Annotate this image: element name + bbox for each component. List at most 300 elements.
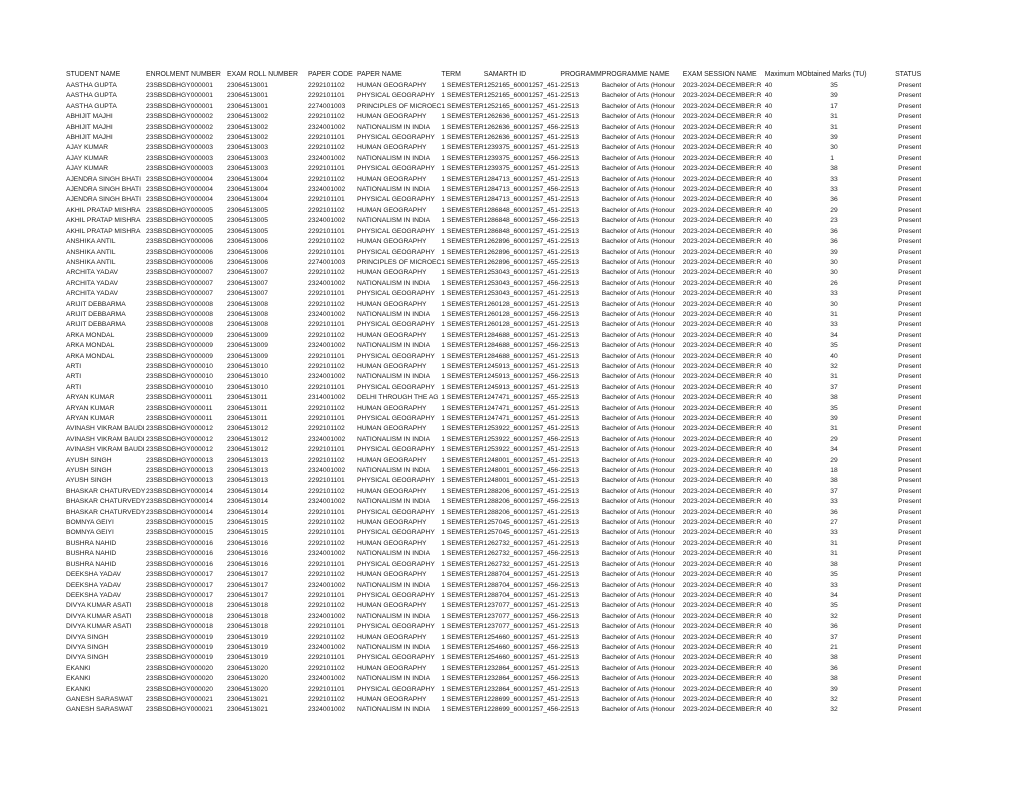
cell-enrolment-number: 23SBSDBHGY000001 bbox=[146, 82, 213, 89]
cell-status: Present bbox=[898, 144, 922, 152]
cell-exam-roll-number: 23064513010 bbox=[227, 373, 268, 381]
cell-exam-roll-number: 23064513010 bbox=[227, 362, 268, 370]
cell-student-name: AKHIL PRATAP MISHRA bbox=[66, 217, 141, 225]
cell-paper-code: 2324001002 bbox=[308, 498, 346, 506]
cell-status: Present bbox=[898, 102, 922, 110]
cell-obtained-marks: 30 bbox=[830, 269, 838, 277]
cell-programme-name: Bachelor of Arts (Honour bbox=[601, 508, 675, 516]
cell-paper-name: PHYSICAL GEOGRAPHY bbox=[357, 165, 435, 173]
cell-programme-code: 22513 bbox=[560, 373, 579, 381]
cell-paper-name: NATIONALISM IN INDIA bbox=[357, 467, 431, 475]
cell-enrolment-number: 23SBSDBHGY000019 bbox=[146, 643, 213, 651]
table-row bbox=[66, 664, 921, 674]
cell-programme-name: Bachelor of Arts (Honour bbox=[601, 186, 675, 194]
cell-enrolment-number: 23SBSDBHGY000009 bbox=[146, 352, 213, 360]
cell-programme-code: 22513 bbox=[560, 446, 579, 454]
cell-student-name: EKANKI bbox=[66, 664, 91, 672]
column-header-student-name: STUDENT NAME bbox=[66, 71, 121, 79]
cell-samarth-id: 1254660_60001257_451- bbox=[483, 633, 561, 641]
cell-samarth-id: 1262636_60001257_456- bbox=[483, 123, 561, 131]
cell-enrolment-number: 23SBSDBHGY000004 bbox=[146, 186, 213, 194]
cell-student-name: BHASKAR CHATURVEDY bbox=[66, 508, 146, 516]
cell-enrolment-number: 23SBSDBHGY000007 bbox=[146, 269, 213, 277]
cell-term: 1 SEMESTER bbox=[441, 238, 484, 246]
cell-exam-session-name: 2023-2024-DECEMBER:R bbox=[682, 550, 762, 558]
cell-student-name: DEEKSHA YADAV bbox=[66, 581, 122, 589]
cell-term: 1 SEMESTER bbox=[441, 623, 484, 631]
cell-maximum-marks: 40 bbox=[764, 175, 773, 183]
cell-programme-name: Bachelor of Arts (Honour bbox=[601, 300, 675, 308]
cell-term: 1 SEMESTER bbox=[441, 227, 484, 235]
cell-programme-code: 22513 bbox=[560, 196, 579, 204]
cell-obtained-marks: 38 bbox=[830, 477, 838, 485]
cell-status: Present bbox=[898, 321, 922, 329]
table-header bbox=[66, 70, 921, 81]
cell-exam-roll-number: 23064513011 bbox=[227, 415, 268, 422]
cell-programme-code: 22513 bbox=[560, 279, 579, 287]
cell-programme-code: 22513 bbox=[560, 643, 579, 651]
cell-programme-code: 22513 bbox=[560, 102, 579, 110]
cell-paper-name: HUMAN GEOGRAPHY bbox=[357, 425, 427, 433]
table-row bbox=[66, 164, 921, 174]
cell-samarth-id: 1253922_60001257_451- bbox=[483, 446, 561, 454]
cell-student-name: ARKA MONDAL bbox=[66, 352, 115, 360]
cell-student-name: AJENDRA SINGH BHATI bbox=[66, 196, 141, 204]
cell-student-name: DIVYA KUMAR ASATI bbox=[66, 612, 132, 620]
cell-programme-name: Bachelor of Arts (Honour bbox=[601, 415, 675, 422]
cell-samarth-id: 1237077_60001257_451- bbox=[483, 623, 561, 631]
cell-status: Present bbox=[898, 612, 922, 620]
cell-programme-name: Bachelor of Arts (Honour bbox=[601, 310, 675, 318]
cell-exam-session-name: 2023-2024-DECEMBER:R bbox=[682, 571, 762, 579]
cell-programme-name: Bachelor of Arts (Honour bbox=[601, 144, 675, 152]
cell-samarth-id: 1284713_60001257_451- bbox=[483, 175, 561, 183]
cell-term: 1 SEMESTER bbox=[441, 290, 484, 298]
table-row bbox=[66, 674, 921, 684]
cell-programme-name: Bachelor of Arts (Honour bbox=[601, 456, 675, 464]
cell-enrolment-number: 23SBSDBHGY000017 bbox=[146, 571, 213, 579]
cell-enrolment-number: 23SBSDBHGY000012 bbox=[146, 446, 213, 454]
cell-status: Present bbox=[898, 435, 922, 443]
cell-programme-code: 22513 bbox=[560, 227, 579, 235]
cell-paper-code: 2292101102 bbox=[308, 175, 345, 183]
table-row bbox=[66, 487, 921, 497]
cell-programme-name: Bachelor of Arts (Honour bbox=[601, 529, 675, 537]
cell-student-name: ABHIJIT MAJHI bbox=[66, 134, 113, 142]
cell-paper-code: 2292101102 bbox=[308, 487, 345, 495]
cell-term: 1 SEMESTER bbox=[441, 550, 484, 558]
cell-term: 1 SEMESTER bbox=[441, 102, 484, 110]
cell-maximum-marks: 40 bbox=[764, 82, 773, 89]
cell-programme-name: Bachelor of Arts (Honour bbox=[601, 102, 675, 110]
cell-programme-name: Bachelor of Arts (Honour bbox=[601, 373, 675, 381]
cell-paper-name: PHYSICAL GEOGRAPHY bbox=[357, 477, 435, 485]
cell-term: 1 SEMESTER bbox=[441, 612, 484, 620]
table-row bbox=[66, 102, 921, 112]
cell-enrolment-number: 23SBSDBHGY000011 bbox=[146, 394, 213, 402]
cell-exam-session-name: 2023-2024-DECEMBER:R bbox=[682, 196, 762, 204]
cell-exam-roll-number: 23064513017 bbox=[227, 581, 268, 589]
cell-enrolment-number: 23SBSDBHGY000011 bbox=[146, 415, 213, 422]
cell-programme-code: 22513 bbox=[560, 654, 579, 662]
cell-paper-name: HUMAN GEOGRAPHY bbox=[357, 362, 427, 370]
cell-term: 1 SEMESTER bbox=[441, 206, 484, 214]
cell-enrolment-number: 23SBSDBHGY000003 bbox=[146, 165, 213, 173]
cell-exam-roll-number: 23064513011 bbox=[227, 404, 268, 412]
cell-maximum-marks: 40 bbox=[764, 425, 773, 433]
cell-status: Present bbox=[898, 113, 922, 121]
cell-exam-session-name: 2023-2024-DECEMBER:R bbox=[682, 113, 762, 121]
cell-term: 1 SEMESTER bbox=[441, 685, 484, 693]
cell-exam-roll-number: 23064513015 bbox=[227, 519, 268, 527]
cell-samarth-id: 1239375_60001257_456- bbox=[483, 154, 561, 162]
cell-maximum-marks: 40 bbox=[764, 581, 773, 589]
table-row bbox=[66, 528, 921, 538]
cell-term: 1 SEMESTER bbox=[441, 539, 484, 547]
cell-term: 1 SEMESTER bbox=[441, 446, 484, 454]
cell-enrolment-number: 23SBSDBHGY000015 bbox=[146, 519, 213, 527]
cell-status: Present bbox=[898, 675, 922, 683]
cell-exam-roll-number: 23064513020 bbox=[227, 675, 268, 683]
cell-obtained-marks: 39 bbox=[830, 92, 838, 100]
cell-paper-name: NATIONALISM IN INDIA bbox=[357, 342, 431, 350]
cell-programme-name: Bachelor of Arts (Honour bbox=[601, 519, 675, 527]
cell-programme-code: 22513 bbox=[560, 113, 579, 121]
cell-status: Present bbox=[898, 560, 922, 568]
cell-exam-roll-number: 23064513004 bbox=[227, 175, 268, 183]
cell-student-name: EKANKI bbox=[66, 675, 91, 683]
cell-exam-session-name: 2023-2024-DECEMBER:R bbox=[682, 685, 762, 693]
cell-maximum-marks: 40 bbox=[764, 310, 773, 318]
cell-samarth-id: 1288704_60001257_456- bbox=[483, 581, 561, 589]
cell-exam-roll-number: 23064513020 bbox=[227, 685, 268, 693]
cell-paper-name: HUMAN GEOGRAPHY bbox=[357, 175, 427, 183]
cell-exam-roll-number: 23064513012 bbox=[227, 425, 268, 433]
cell-paper-name: DELHI THROUGH THE AG bbox=[357, 394, 439, 402]
table-row bbox=[66, 268, 921, 278]
cell-student-name: AYUSH SINGH bbox=[66, 467, 112, 475]
cell-maximum-marks: 40 bbox=[764, 258, 773, 266]
cell-obtained-marks: 33 bbox=[830, 581, 838, 589]
cell-programme-name: Bachelor of Arts (Honour bbox=[601, 664, 675, 672]
cell-status: Present bbox=[898, 258, 922, 266]
cell-exam-roll-number: 23064513008 bbox=[227, 300, 268, 308]
cell-student-name: AJAY KUMAR bbox=[66, 144, 109, 152]
cell-enrolment-number: 23SBSDBHGY000002 bbox=[146, 134, 213, 142]
cell-exam-roll-number: 23064513012 bbox=[227, 435, 268, 443]
cell-programme-code: 22513 bbox=[560, 248, 579, 256]
cell-exam-roll-number: 23064513005 bbox=[227, 227, 268, 235]
cell-exam-session-name: 2023-2024-DECEMBER:R bbox=[682, 675, 762, 683]
cell-maximum-marks: 40 bbox=[764, 560, 773, 568]
cell-obtained-marks: 34 bbox=[830, 446, 838, 454]
cell-maximum-marks: 40 bbox=[764, 643, 773, 651]
cell-programme-code: 22513 bbox=[560, 206, 579, 214]
cell-obtained-marks: 39 bbox=[830, 685, 838, 693]
cell-term: 1 SEMESTER bbox=[441, 571, 484, 579]
column-header-paper-name: PAPER NAME bbox=[357, 71, 402, 79]
cell-term: 1 SEMESTER bbox=[441, 404, 484, 412]
cell-samarth-id: 1253043_60001257_456- bbox=[483, 279, 561, 287]
cell-exam-session-name: 2023-2024-DECEMBER:R bbox=[682, 279, 762, 287]
cell-obtained-marks: 34 bbox=[830, 331, 838, 339]
table-row bbox=[66, 341, 921, 351]
cell-status: Present bbox=[898, 248, 922, 256]
cell-status: Present bbox=[898, 508, 922, 516]
cell-term: 1 SEMESTER bbox=[441, 134, 484, 142]
cell-student-name: BUSHRA NAHID bbox=[66, 550, 117, 558]
cell-paper-name: NATIONALISM IN INDIA bbox=[357, 550, 431, 558]
cell-paper-code: 2292101101 bbox=[308, 290, 345, 298]
cell-samarth-id: 1252165_60001257_451- bbox=[483, 82, 561, 89]
table-row bbox=[66, 123, 921, 133]
cell-enrolment-number: 23SBSDBHGY000020 bbox=[146, 675, 213, 683]
cell-paper-name: NATIONALISM IN INDIA bbox=[357, 581, 431, 589]
cell-samarth-id: 1247471_60001257_451- bbox=[483, 404, 561, 412]
cell-exam-session-name: 2023-2024-DECEMBER:R bbox=[682, 248, 762, 256]
column-header-maximum-marks: Maximum M bbox=[764, 71, 803, 79]
cell-samarth-id: 1245913_60001257_451- bbox=[483, 383, 561, 391]
cell-student-name: DIVYA KUMAR ASATI bbox=[66, 623, 132, 631]
table-row bbox=[66, 393, 921, 403]
cell-exam-session-name: 2023-2024-DECEMBER:R bbox=[682, 154, 762, 162]
cell-exam-session-name: 2023-2024-DECEMBER:R bbox=[682, 362, 762, 370]
cell-student-name: ARKA MONDAL bbox=[66, 331, 115, 339]
cell-paper-code: 2274001003 bbox=[308, 102, 346, 110]
cell-programme-name: Bachelor of Arts (Honour bbox=[601, 248, 675, 256]
cell-exam-session-name: 2023-2024-DECEMBER:R bbox=[682, 186, 762, 194]
cell-exam-roll-number: 23064513009 bbox=[227, 331, 268, 339]
cell-student-name: ARKA MONDAL bbox=[66, 342, 115, 350]
cell-maximum-marks: 40 bbox=[764, 550, 773, 558]
cell-paper-code: 2292101102 bbox=[308, 362, 345, 370]
cell-maximum-marks: 40 bbox=[764, 394, 773, 402]
column-header-paper-code: PAPER CODE bbox=[308, 71, 353, 79]
cell-status: Present bbox=[898, 664, 922, 672]
cell-programme-name: Bachelor of Arts (Honour bbox=[601, 643, 675, 651]
cell-obtained-marks: 39 bbox=[830, 415, 838, 422]
cell-maximum-marks: 40 bbox=[764, 498, 773, 506]
cell-paper-code: 2292101101 bbox=[308, 321, 345, 329]
cell-paper-code: 2292101101 bbox=[308, 685, 345, 693]
cell-paper-code: 2292101102 bbox=[308, 425, 345, 433]
cell-exam-roll-number: 23064513003 bbox=[227, 144, 268, 152]
cell-exam-roll-number: 23064513007 bbox=[227, 290, 268, 298]
column-header-obtained-marks: Obtained Marks (TU) bbox=[802, 71, 867, 79]
cell-exam-session-name: 2023-2024-DECEMBER:R bbox=[682, 664, 762, 672]
cell-programme-code: 22513 bbox=[560, 477, 579, 485]
cell-programme-name: Bachelor of Arts (Honour bbox=[601, 706, 675, 714]
cell-maximum-marks: 40 bbox=[764, 238, 773, 246]
table-row bbox=[66, 237, 921, 247]
cell-exam-session-name: 2023-2024-DECEMBER:R bbox=[682, 175, 762, 183]
cell-exam-roll-number: 23064513018 bbox=[227, 612, 268, 620]
cell-maximum-marks: 40 bbox=[764, 591, 773, 599]
cell-samarth-id: 1262732_60001257_451- bbox=[483, 560, 561, 568]
cell-paper-code: 2324001002 bbox=[308, 186, 346, 194]
cell-exam-roll-number: 23064513017 bbox=[227, 571, 268, 579]
cell-programme-name: Bachelor of Arts (Honour bbox=[601, 92, 675, 100]
cell-maximum-marks: 40 bbox=[764, 633, 773, 641]
cell-term: 1 SEMESTER bbox=[441, 269, 484, 277]
cell-maximum-marks: 40 bbox=[764, 113, 773, 121]
cell-enrolment-number: 23SBSDBHGY000010 bbox=[146, 373, 213, 381]
cell-student-name: AASTHA GUPTA bbox=[66, 82, 117, 89]
table-row bbox=[66, 622, 921, 632]
cell-student-name: ARTI bbox=[66, 373, 82, 381]
cell-programme-code: 22513 bbox=[560, 529, 579, 537]
cell-samarth-id: 1253043_60001257_451- bbox=[483, 269, 561, 277]
cell-paper-name: NATIONALISM IN INDIA bbox=[357, 154, 431, 162]
cell-status: Present bbox=[898, 154, 922, 162]
cell-enrolment-number: 23SBSDBHGY000009 bbox=[146, 342, 213, 350]
cell-exam-roll-number: 23064513016 bbox=[227, 560, 268, 568]
cell-maximum-marks: 40 bbox=[764, 290, 773, 298]
cell-programme-name: Bachelor of Arts (Honour bbox=[601, 498, 675, 506]
cell-maximum-marks: 40 bbox=[764, 571, 773, 579]
cell-enrolment-number: 23SBSDBHGY000013 bbox=[146, 477, 213, 485]
cell-programme-code: 22513 bbox=[560, 217, 579, 225]
cell-programme-code: 22513 bbox=[560, 623, 579, 631]
table-row bbox=[66, 685, 921, 695]
cell-student-name: GANESH SARASWAT bbox=[66, 695, 133, 703]
cell-term: 1 SEMESTER bbox=[441, 196, 484, 204]
cell-obtained-marks: 27 bbox=[830, 519, 838, 527]
cell-maximum-marks: 40 bbox=[764, 685, 773, 693]
table-row bbox=[66, 560, 921, 570]
cell-paper-name: PHYSICAL GEOGRAPHY bbox=[357, 591, 435, 599]
table-row bbox=[66, 154, 921, 164]
cell-paper-name: HUMAN GEOGRAPHY bbox=[357, 633, 427, 641]
cell-programme-name: Bachelor of Arts (Honour bbox=[601, 539, 675, 547]
cell-samarth-id: 1248001_60001257_451- bbox=[483, 456, 561, 464]
cell-paper-code: 2292101101 bbox=[308, 623, 345, 631]
cell-term: 1 SEMESTER bbox=[441, 477, 484, 485]
cell-obtained-marks: 33 bbox=[830, 321, 838, 329]
cell-programme-name: Bachelor of Arts (Honour bbox=[601, 560, 675, 568]
cell-paper-code: 2324001002 bbox=[308, 279, 346, 287]
cell-programme-name: Bachelor of Arts (Honour bbox=[601, 383, 675, 391]
cell-exam-roll-number: 23064513019 bbox=[227, 643, 268, 651]
cell-student-name: AKHIL PRATAP MISHRA bbox=[66, 206, 141, 214]
cell-paper-name: PHYSICAL GEOGRAPHY bbox=[357, 352, 435, 360]
cell-paper-name: HUMAN GEOGRAPHY bbox=[357, 539, 427, 547]
cell-programme-code: 22513 bbox=[560, 415, 579, 422]
cell-maximum-marks: 40 bbox=[764, 404, 773, 412]
cell-programme-name: Bachelor of Arts (Honour bbox=[601, 446, 675, 454]
cell-obtained-marks: 37 bbox=[830, 487, 838, 495]
cell-paper-code: 2324001002 bbox=[308, 550, 346, 558]
cell-exam-roll-number: 23064513016 bbox=[227, 550, 268, 558]
cell-enrolment-number: 23SBSDBHGY000018 bbox=[146, 623, 213, 631]
cell-enrolment-number: 23SBSDBHGY000020 bbox=[146, 685, 213, 693]
cell-enrolment-number: 23SBSDBHGY000016 bbox=[146, 560, 213, 568]
table-row bbox=[66, 601, 921, 611]
cell-samarth-id: 1228699_60001257_456- bbox=[483, 706, 561, 714]
table-row bbox=[66, 352, 921, 362]
cell-samarth-id: 1262896_60001257_455- bbox=[483, 258, 561, 266]
cell-paper-code: 2324001002 bbox=[308, 342, 346, 350]
cell-samarth-id: 1254660_60001257_456- bbox=[483, 643, 561, 651]
table-row bbox=[66, 633, 921, 643]
cell-paper-code: 2292101101 bbox=[308, 248, 345, 256]
cell-exam-roll-number: 23064513007 bbox=[227, 269, 268, 277]
cell-exam-roll-number: 23064513005 bbox=[227, 206, 268, 214]
cell-maximum-marks: 40 bbox=[764, 269, 773, 277]
cell-paper-name: NATIONALISM IN INDIA bbox=[357, 612, 431, 620]
cell-obtained-marks: 33 bbox=[830, 175, 838, 183]
cell-obtained-marks: 40 bbox=[830, 352, 838, 360]
cell-exam-roll-number: 23064513006 bbox=[227, 238, 268, 246]
cell-exam-session-name: 2023-2024-DECEMBER:R bbox=[682, 415, 762, 422]
cell-maximum-marks: 40 bbox=[764, 477, 773, 485]
cell-samarth-id: 1262636_60001257_451- bbox=[483, 113, 561, 121]
cell-exam-session-name: 2023-2024-DECEMBER:R bbox=[682, 508, 762, 516]
cell-student-name: AYUSH SINGH bbox=[66, 477, 112, 485]
cell-paper-code: 2292101101 bbox=[308, 383, 345, 391]
cell-obtained-marks: 38 bbox=[830, 675, 838, 683]
cell-paper-name: NATIONALISM IN INDIA bbox=[357, 186, 431, 194]
cell-status: Present bbox=[898, 227, 922, 235]
cell-samarth-id: 1262896_60001257_451- bbox=[483, 238, 561, 246]
cell-paper-name: HUMAN GEOGRAPHY bbox=[357, 602, 427, 610]
cell-exam-session-name: 2023-2024-DECEMBER:R bbox=[682, 404, 762, 412]
cell-student-name: DIVYA KUMAR ASATI bbox=[66, 602, 132, 610]
cell-paper-name: HUMAN GEOGRAPHY bbox=[357, 456, 427, 464]
cell-obtained-marks: 32 bbox=[830, 695, 838, 703]
cell-term: 1 SEMESTER bbox=[441, 310, 484, 318]
cell-programme-code: 22513 bbox=[560, 383, 579, 391]
cell-obtained-marks: 32 bbox=[830, 706, 838, 714]
cell-term: 1 SEMESTER bbox=[441, 633, 484, 641]
cell-student-name: ARTI bbox=[66, 383, 82, 391]
cell-programme-name: Bachelor of Arts (Honour bbox=[601, 591, 675, 599]
cell-programme-code: 22513 bbox=[560, 612, 579, 620]
cell-paper-code: 2274001003 bbox=[308, 258, 346, 266]
cell-paper-name: PHYSICAL GEOGRAPHY bbox=[357, 92, 435, 100]
column-header-exam-session-name: EXAM SESSION NAME bbox=[682, 71, 757, 79]
cell-paper-name: NATIONALISM IN INDIA bbox=[357, 123, 431, 131]
table-row bbox=[66, 320, 921, 330]
cell-programme-name: Bachelor of Arts (Honour bbox=[601, 425, 675, 433]
cell-exam-roll-number: 23064513002 bbox=[227, 123, 268, 131]
cell-obtained-marks: 35 bbox=[830, 82, 838, 89]
cell-paper-name: HUMAN GEOGRAPHY bbox=[357, 238, 427, 246]
table-row bbox=[66, 424, 921, 434]
cell-status: Present bbox=[898, 487, 922, 495]
cell-programme-name: Bachelor of Arts (Honour bbox=[601, 134, 675, 142]
cell-term: 1 SEMESTER bbox=[441, 321, 484, 329]
cell-programme-name: Bachelor of Arts (Honour bbox=[601, 321, 675, 329]
cell-obtained-marks: 31 bbox=[830, 123, 838, 131]
cell-enrolment-number: 23SBSDBHGY000003 bbox=[146, 154, 213, 162]
cell-samarth-id: 1239375_60001257_451- bbox=[483, 144, 561, 152]
cell-student-name: BOMNYA GEIYI bbox=[66, 519, 114, 527]
cell-status: Present bbox=[898, 404, 922, 412]
cell-obtained-marks: 36 bbox=[830, 664, 838, 672]
cell-programme-name: Bachelor of Arts (Honour bbox=[601, 571, 675, 579]
table-row bbox=[66, 466, 921, 476]
cell-programme-code: 22513 bbox=[560, 362, 579, 370]
cell-paper-code: 2292101101 bbox=[308, 591, 345, 599]
cell-programme-name: Bachelor of Arts (Honour bbox=[601, 685, 675, 693]
column-header-status: STATUS bbox=[895, 71, 922, 79]
cell-paper-name: NATIONALISM IN INDIA bbox=[357, 706, 431, 714]
cell-samarth-id: 1288704_60001257_451- bbox=[483, 591, 561, 599]
cell-paper-name: PHYSICAL GEOGRAPHY bbox=[357, 529, 435, 537]
cell-programme-code: 22513 bbox=[560, 352, 579, 360]
cell-term: 1 SEMESTER bbox=[441, 113, 484, 121]
